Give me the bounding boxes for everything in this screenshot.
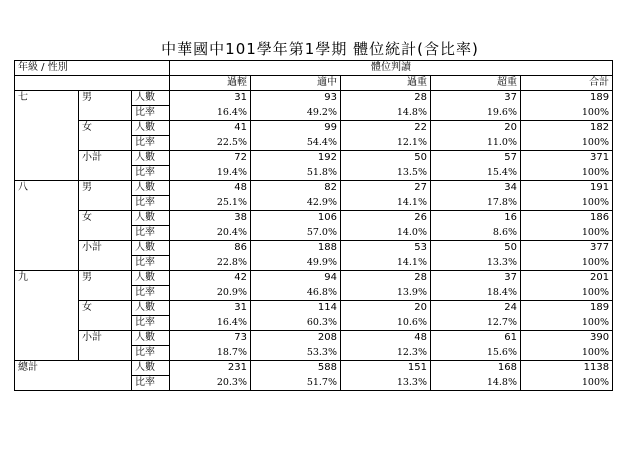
table-row — [15, 121, 613, 136]
header-row-1 — [15, 61, 613, 76]
gender-cell: 女 — [79, 121, 132, 151]
gender-cell: 小計 — [79, 241, 132, 271]
table-row — [15, 181, 613, 196]
metric-ratio-label: 比率 — [132, 346, 170, 361]
ratio-cell: 18.7% — [170, 346, 251, 361]
ratio-cell: 60.3% — [251, 316, 341, 331]
table-row — [15, 271, 613, 286]
count-cell: 191 — [521, 181, 613, 196]
count-cell: 377 — [521, 241, 613, 256]
count-cell: 57 — [431, 151, 521, 166]
ratio-cell: 100% — [521, 316, 613, 331]
col-overweight: 過重 — [341, 76, 431, 91]
gender-cell: 女 — [79, 211, 132, 241]
col-underweight: 過輕 — [170, 76, 251, 91]
count-cell: 50 — [341, 151, 431, 166]
count-cell: 34 — [431, 181, 521, 196]
col-normal: 適中 — [251, 76, 341, 91]
table-row — [15, 211, 613, 226]
count-cell: 31 — [170, 301, 251, 316]
ratio-cell: 12.7% — [431, 316, 521, 331]
metric-ratio-label: 比率 — [132, 196, 170, 211]
table-body — [15, 91, 613, 391]
metric-count-label: 人數 — [132, 151, 170, 166]
bmi-statistics-table — [14, 60, 613, 391]
ratio-cell: 51.7% — [251, 376, 341, 391]
metric-count-label: 人數 — [132, 91, 170, 106]
ratio-cell: 13.5% — [341, 166, 431, 181]
count-cell: 208 — [251, 331, 341, 346]
count-cell: 22 — [341, 121, 431, 136]
count-cell: 151 — [341, 361, 431, 376]
grade-cell: 七 — [15, 91, 79, 181]
count-cell: 192 — [251, 151, 341, 166]
ratio-cell: 20.4% — [170, 226, 251, 241]
count-cell: 42 — [170, 271, 251, 286]
ratio-cell: 18.4% — [431, 286, 521, 301]
ratio-cell: 42.9% — [251, 196, 341, 211]
count-cell: 82 — [251, 181, 341, 196]
metric-ratio-label: 比率 — [132, 106, 170, 121]
table-row — [15, 361, 613, 376]
header-row-2 — [15, 76, 613, 91]
metric-count-label: 人數 — [132, 271, 170, 286]
ratio-cell: 100% — [521, 136, 613, 151]
count-cell: 31 — [170, 91, 251, 106]
col-total: 合計 — [521, 76, 613, 91]
ratio-cell: 17.8% — [431, 196, 521, 211]
table-row — [15, 91, 613, 106]
metric-count-label: 人數 — [132, 241, 170, 256]
ratio-cell: 100% — [521, 226, 613, 241]
ratio-cell: 14.8% — [341, 106, 431, 121]
count-cell: 48 — [341, 331, 431, 346]
count-cell: 371 — [521, 151, 613, 166]
ratio-cell: 25.1% — [170, 196, 251, 211]
page-title: 中華國中101學年第1學期 體位統計(含比率) — [161, 40, 479, 58]
metric-ratio-label: 比率 — [132, 376, 170, 391]
ratio-cell: 20.3% — [170, 376, 251, 391]
count-cell: 94 — [251, 271, 341, 286]
count-cell: 189 — [521, 301, 613, 316]
table-row — [15, 151, 613, 166]
metric-count-label: 人數 — [132, 361, 170, 376]
count-cell: 26 — [341, 211, 431, 226]
count-cell: 182 — [521, 121, 613, 136]
count-cell: 106 — [251, 211, 341, 226]
metric-ratio-label: 比率 — [132, 316, 170, 331]
count-cell: 93 — [251, 91, 341, 106]
ratio-cell: 15.6% — [431, 346, 521, 361]
count-cell: 38 — [170, 211, 251, 226]
count-cell: 189 — [521, 91, 613, 106]
ratio-cell: 22.8% — [170, 256, 251, 271]
gender-cell: 小計 — [79, 331, 132, 361]
ratio-cell: 100% — [521, 166, 613, 181]
metric-ratio-label: 比率 — [132, 166, 170, 181]
ratio-cell: 14.1% — [341, 196, 431, 211]
ratio-cell: 14.8% — [431, 376, 521, 391]
ratio-cell: 20.9% — [170, 286, 251, 301]
count-cell: 50 — [431, 241, 521, 256]
ratio-cell: 19.4% — [170, 166, 251, 181]
count-cell: 48 — [170, 181, 251, 196]
gender-cell: 男 — [79, 91, 132, 121]
ratio-cell: 22.5% — [170, 136, 251, 151]
count-cell: 20 — [341, 301, 431, 316]
metric-count-label: 人數 — [132, 331, 170, 346]
metric-ratio-label: 比率 — [132, 226, 170, 241]
count-cell: 61 — [431, 331, 521, 346]
ratio-cell: 16.4% — [170, 106, 251, 121]
ratio-cell: 49.2% — [251, 106, 341, 121]
count-cell: 20 — [431, 121, 521, 136]
grade-cell: 八 — [15, 181, 79, 271]
ratio-cell: 46.8% — [251, 286, 341, 301]
count-cell: 86 — [170, 241, 251, 256]
ratio-cell: 13.9% — [341, 286, 431, 301]
metric-count-label: 人數 — [132, 181, 170, 196]
ratio-cell: 51.8% — [251, 166, 341, 181]
grade-gender-header: 年級 / 性別 — [15, 61, 170, 76]
ratio-cell: 54.4% — [251, 136, 341, 151]
ratio-cell: 12.1% — [341, 136, 431, 151]
count-cell: 186 — [521, 211, 613, 226]
ratio-cell: 14.0% — [341, 226, 431, 241]
table-row — [15, 331, 613, 346]
count-cell: 37 — [431, 91, 521, 106]
ratio-cell: 100% — [521, 256, 613, 271]
count-cell: 168 — [431, 361, 521, 376]
metric-ratio-label: 比率 — [132, 136, 170, 151]
ratio-cell: 100% — [521, 106, 613, 121]
count-cell: 188 — [251, 241, 341, 256]
table-row — [15, 301, 613, 316]
gender-cell: 男 — [79, 271, 132, 301]
count-cell: 588 — [251, 361, 341, 376]
ratio-cell: 13.3% — [341, 376, 431, 391]
count-cell: 99 — [251, 121, 341, 136]
gender-cell: 男 — [79, 181, 132, 211]
bmi-judgement-header: 體位判讀 — [170, 61, 613, 76]
gender-cell: 女 — [79, 301, 132, 331]
grade-cell: 總計 — [15, 361, 132, 391]
count-cell: 41 — [170, 121, 251, 136]
ratio-cell: 15.4% — [431, 166, 521, 181]
ratio-cell: 16.4% — [170, 316, 251, 331]
ratio-cell: 53.3% — [251, 346, 341, 361]
ratio-cell: 100% — [521, 286, 613, 301]
count-cell: 24 — [431, 301, 521, 316]
col-obese: 超重 — [431, 76, 521, 91]
grade-cell: 九 — [15, 271, 79, 361]
count-cell: 390 — [521, 331, 613, 346]
ratio-cell: 8.6% — [431, 226, 521, 241]
ratio-cell: 12.3% — [341, 346, 431, 361]
header-spacer — [15, 76, 170, 91]
table-row — [15, 241, 613, 256]
ratio-cell: 19.6% — [431, 106, 521, 121]
ratio-cell: 13.3% — [431, 256, 521, 271]
ratio-cell: 11.0% — [431, 136, 521, 151]
count-cell: 37 — [431, 271, 521, 286]
ratio-cell: 14.1% — [341, 256, 431, 271]
metric-count-label: 人數 — [132, 301, 170, 316]
ratio-cell: 100% — [521, 376, 613, 391]
count-cell: 73 — [170, 331, 251, 346]
count-cell: 16 — [431, 211, 521, 226]
metric-count-label: 人數 — [132, 121, 170, 136]
count-cell: 53 — [341, 241, 431, 256]
count-cell: 27 — [341, 181, 431, 196]
metric-ratio-label: 比率 — [132, 286, 170, 301]
ratio-cell: 100% — [521, 346, 613, 361]
ratio-cell: 57.0% — [251, 226, 341, 241]
count-cell: 28 — [341, 91, 431, 106]
count-cell: 201 — [521, 271, 613, 286]
count-cell: 231 — [170, 361, 251, 376]
count-cell: 28 — [341, 271, 431, 286]
count-cell: 1138 — [521, 361, 613, 376]
metric-ratio-label: 比率 — [132, 256, 170, 271]
count-cell: 72 — [170, 151, 251, 166]
ratio-cell: 10.6% — [341, 316, 431, 331]
count-cell: 114 — [251, 301, 341, 316]
metric-count-label: 人數 — [132, 211, 170, 226]
ratio-cell: 49.9% — [251, 256, 341, 271]
ratio-cell: 100% — [521, 196, 613, 211]
gender-cell: 小計 — [79, 151, 132, 181]
